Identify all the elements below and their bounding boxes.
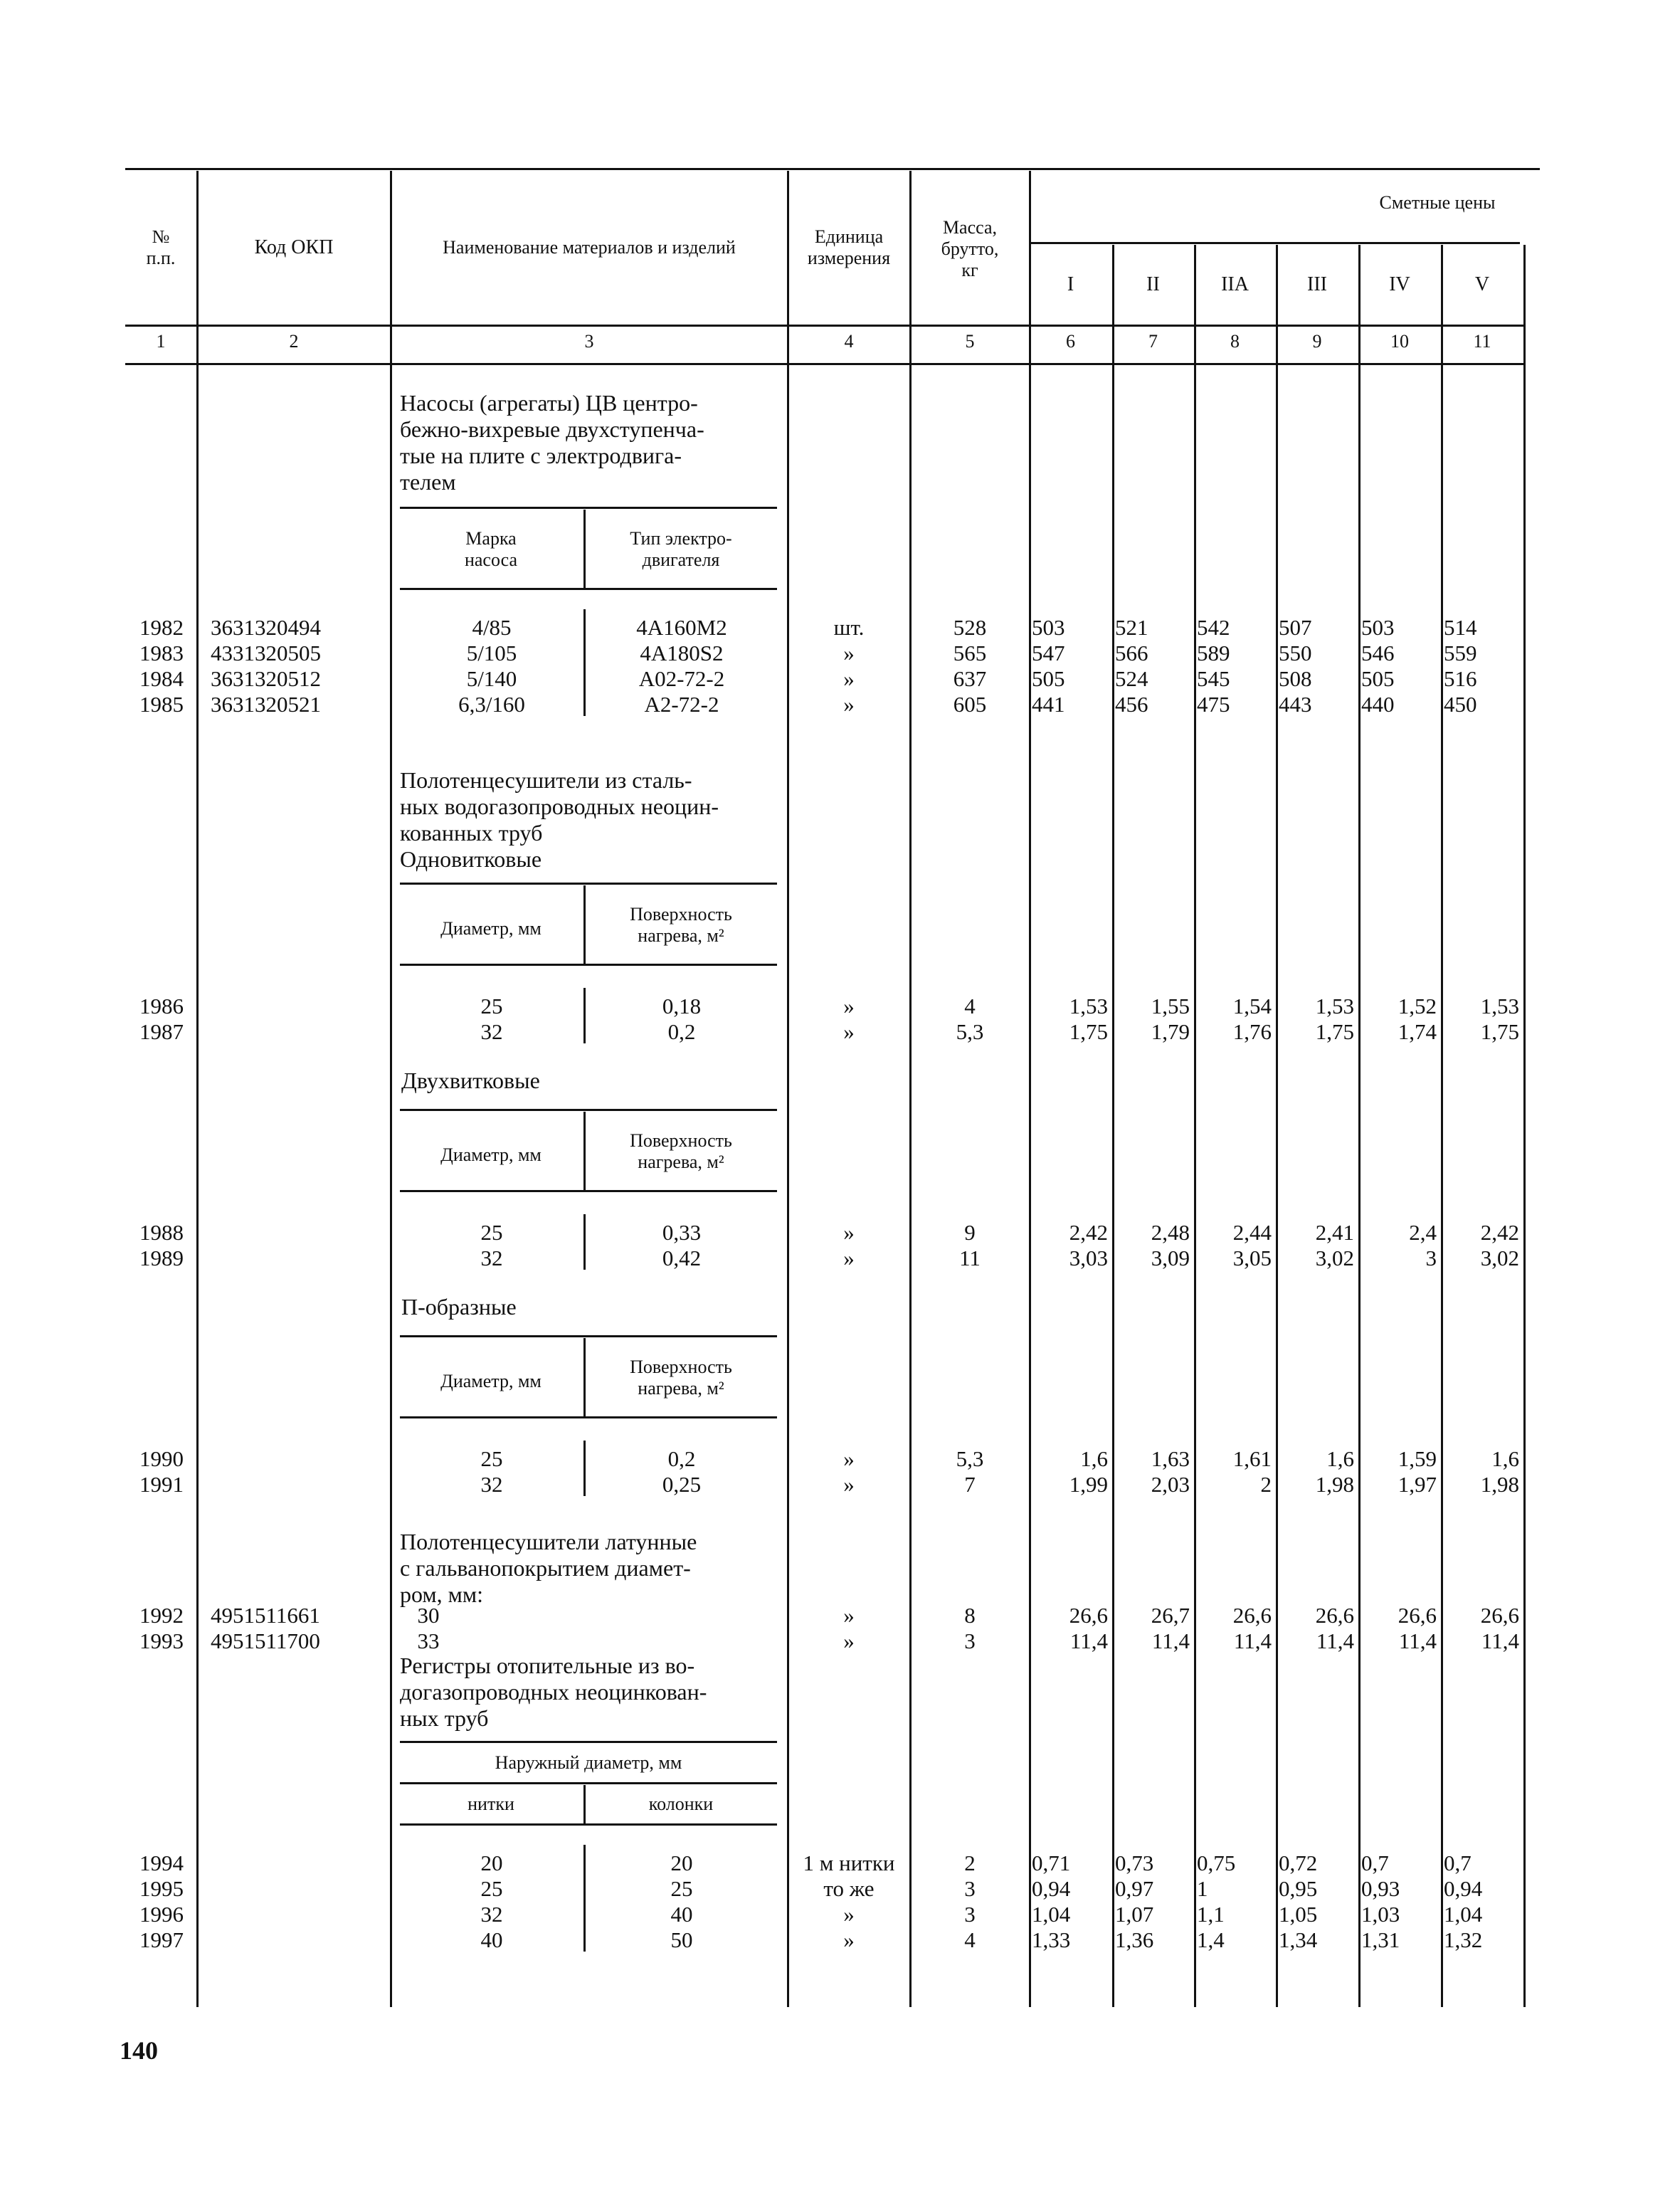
u-title: П-образные [401,1294,517,1320]
row-number: 1992 [139,1603,184,1628]
col-rule [909,171,912,2007]
price-cell: 1,04 [1444,1902,1483,1927]
price-cell: 1,33 [1032,1927,1071,1952]
unit: то же [823,1876,875,1901]
row-number: 1989 [139,1246,184,1270]
sub-a: 32 [480,1902,503,1927]
col-rule [787,171,789,2007]
mass: 7 [964,1472,976,1497]
sub-b: 4А180S2 [640,641,724,665]
row-number: 1994 [139,1850,184,1875]
unit: » [843,1902,855,1927]
zone-header: V [1474,273,1490,295]
price-cell: 1,34 [1279,1927,1318,1952]
sub-rule [583,1845,586,1952]
mass: 528 [953,615,987,640]
section-title-line: с гальванопокрытием диамет- [400,1555,691,1581]
sub-rule [400,1782,777,1784]
unit: » [843,1446,855,1471]
sub-b: 0,18 [662,994,702,1018]
col-rule [390,171,392,2007]
price-cell: 2,4 [1409,1220,1437,1245]
mass: 3 [964,1628,976,1653]
price-cell: 505 [1032,666,1065,691]
u-sub-right: Поверхность нагрева, м² [630,1357,732,1399]
row-number: 1997 [139,1927,184,1952]
price-cell: 516 [1444,666,1477,691]
sub-b: А2-72-2 [644,692,719,717]
col-rule [1276,245,1278,2007]
price-cell: 1,55 [1151,994,1190,1018]
sub-a: 32 [480,1246,503,1270]
section-title-line: ных труб [400,1705,489,1731]
sub-a: 25 [480,994,503,1018]
price-cell: 456 [1115,692,1148,717]
unit: » [843,1019,855,1044]
unit: » [843,692,855,717]
sub-rule [400,883,777,885]
unit: » [843,1927,855,1952]
sub-rule [400,964,777,966]
price-cell: 3,02 [1480,1246,1519,1270]
double-sub-right: Поверхность нагрева, м² [630,1130,732,1172]
row-number: 1985 [139,692,184,717]
mass: 4 [964,994,976,1018]
mass: 4 [964,1927,976,1952]
price-cell: 1,63 [1151,1446,1190,1471]
price-cell: 1,52 [1398,994,1437,1018]
header-bottom-rule [125,325,1526,327]
reg-sub-top: Наружный диаметр, мм [495,1752,682,1773]
pumps-sub-right: Тип электро- двигателя [630,528,732,570]
price-cell: 443 [1279,692,1312,717]
price-cell: 550 [1279,641,1312,665]
price-cell: 26,7 [1151,1603,1190,1628]
sub-a: 32 [480,1472,503,1497]
price-cell: 26,6 [1398,1603,1437,1628]
section-title-line: ных водогазопроводных неоцин- [400,794,719,819]
mass: 5,3 [956,1019,984,1044]
unit: шт. [833,615,865,640]
price-cell: 507 [1279,615,1312,640]
price-cell: 1,98 [1480,1472,1519,1497]
price-cell: 1,1 [1197,1902,1225,1927]
unit: » [843,1603,855,1628]
zone-header: II [1146,273,1160,295]
row-number: 1988 [139,1220,184,1245]
price-cell: 1,31 [1361,1927,1400,1952]
section-title-line: Регистры отопительные из во- [400,1653,695,1678]
sub-rule [400,1335,777,1337]
price-cell: 545 [1197,666,1230,691]
sub-a: 30 [417,1603,440,1628]
price-cell: 1,98 [1315,1472,1354,1497]
price-cell: 1,75 [1315,1019,1354,1044]
section-title-line: Насосы (агрегаты) ЦВ центро- [400,390,698,416]
unit: » [843,1628,855,1653]
okp-code: 4951511700 [211,1628,320,1653]
sub-rule [583,988,586,1043]
sub-a: 25 [480,1876,503,1901]
price-cell: 521 [1115,615,1148,640]
price-cell: 3,09 [1151,1246,1190,1270]
price-cell: 11,4 [1398,1628,1437,1653]
col-rule [1441,245,1443,2007]
column-number: 7 [1148,331,1158,352]
price-cell: 0,72 [1279,1850,1318,1875]
price-cell: 11,4 [1316,1628,1354,1653]
col-rule [1358,245,1361,2007]
price-cell: 559 [1444,641,1477,665]
sub-b: 50 [670,1927,693,1952]
price-cell: 0,95 [1279,1876,1318,1901]
dryers-sub-left: Диаметр, мм [440,918,541,939]
colnum-bottom-rule [125,363,1526,365]
mass: 605 [953,692,987,717]
price-cell: 1,07 [1115,1902,1154,1927]
section-title-line: Полотенцесушители латунные [400,1529,697,1554]
price-cell: 503 [1361,615,1395,640]
price-cell: 2 [1260,1472,1272,1497]
price-cell: 505 [1361,666,1395,691]
unit: 1 м нитки [803,1850,895,1875]
col-rule [1112,245,1114,2007]
price-cell: 3,02 [1315,1246,1354,1270]
dryers-sub-right: Поверхность нагрева, м² [630,904,732,946]
price-cell: 1,59 [1398,1446,1437,1471]
sub-a: 25 [480,1220,503,1245]
price-cell: 440 [1361,692,1395,717]
unit: » [843,1472,855,1497]
price-cell: 1,61 [1232,1446,1272,1471]
sub-b: 0,42 [662,1246,702,1270]
price-cell: 1,05 [1279,1902,1318,1927]
zone-header: I [1067,273,1074,295]
sub-a: 40 [480,1927,503,1952]
price-cell: 0,7 [1444,1850,1472,1875]
reg-sub-right: колонки [648,1794,714,1814]
mass: 5,3 [956,1446,984,1471]
unit: » [843,1246,855,1270]
price-cell: 1,53 [1480,994,1519,1018]
sub-rule [583,1441,586,1496]
row-number: 1987 [139,1019,184,1044]
zone-header: III [1307,273,1327,295]
zone-header: IV [1389,273,1410,295]
okp-code: 3631320494 [211,615,321,640]
col-rule [1029,171,1031,2007]
price-cell: 3,03 [1069,1246,1108,1270]
row-number: 1996 [139,1902,184,1927]
price-cell: 503 [1032,615,1065,640]
row-number: 1986 [139,994,184,1018]
row-number: 1991 [139,1472,184,1497]
price-cell: 0,94 [1032,1876,1071,1901]
mass: 637 [953,666,987,691]
price-cell: 1,75 [1069,1019,1108,1044]
header-name: Наименование материалов и изделий [443,237,736,258]
mass: 11 [959,1246,981,1270]
price-cell: 475 [1197,692,1230,717]
price-cell: 0,75 [1197,1850,1236,1875]
price-cell: 26,6 [1232,1603,1272,1628]
double-sub-left: Диаметр, мм [440,1144,541,1165]
price-cell: 3 [1425,1246,1437,1270]
column-number: 4 [844,331,854,352]
price-cell: 441 [1032,692,1065,717]
column-number: 8 [1230,331,1240,352]
section-title-line: ром, мм: [400,1581,484,1607]
section-title-line: догазопроводных неоцинкован- [400,1679,707,1705]
price-cell: 3,05 [1232,1246,1272,1270]
sub-rule [400,1416,777,1418]
sub-rule [583,609,586,716]
okp-code: 4331320505 [211,641,321,665]
page-number: 140 [120,2036,158,2065]
prices-rule [1029,242,1520,244]
price-cell: 2,42 [1069,1220,1108,1245]
price-cell: 2,03 [1151,1472,1190,1497]
sub-b: 0,2 [667,1446,696,1471]
column-number: 2 [289,331,299,352]
reg-sub-left: нитки [467,1794,514,1814]
price-cell: 1 [1197,1876,1208,1901]
column-number: 6 [1066,331,1075,352]
price-cell: 26,6 [1069,1603,1108,1628]
section-title-line: Одновитковые [400,846,542,872]
unit: » [843,1220,855,1245]
unit: » [843,666,855,691]
price-cell: 2,42 [1480,1220,1519,1245]
header-unit: Единица измерения [807,226,891,268]
price-cell: 1,54 [1232,994,1272,1018]
sub-rule [400,1190,777,1192]
sub-a: 6,3/160 [458,692,525,717]
sub-a: 5/105 [466,641,517,665]
col-rule [196,171,199,2007]
sub-b: 20 [670,1850,693,1875]
sub-rule [583,1214,586,1270]
price-cell: 11,4 [1151,1628,1190,1653]
price-cell: 524 [1115,666,1148,691]
price-cell: 1,32 [1444,1927,1483,1952]
sub-a: 25 [480,1446,503,1471]
okp-code: 3631320521 [211,692,321,717]
header-code: Код ОКП [254,236,334,258]
price-cell: 0,73 [1115,1850,1154,1875]
price-cell: 589 [1197,641,1230,665]
sub-rule [400,1823,777,1826]
sub-a: 20 [480,1850,503,1875]
row-number: 1983 [139,641,184,665]
price-cell: 1,03 [1361,1902,1400,1927]
sub-b: 25 [670,1876,693,1901]
section-title-line: Полотенцесушители из сталь- [400,767,692,793]
row-number: 1982 [139,615,184,640]
price-cell: 566 [1115,641,1148,665]
u-sub-left: Диаметр, мм [440,1371,541,1391]
price-cell: 2,41 [1315,1220,1354,1245]
price-cell: 11,4 [1481,1628,1519,1653]
section-title-line: тые на плите с электродвига- [400,443,682,468]
price-cell: 547 [1032,641,1065,665]
row-number: 1984 [139,666,184,691]
price-cell: 1,53 [1315,994,1354,1018]
price-cell: 2,48 [1151,1220,1190,1245]
mass: 9 [964,1220,976,1245]
price-cell: 514 [1444,615,1477,640]
price-cell: 1,6 [1326,1446,1354,1471]
zone-header: IIA [1221,273,1249,295]
price-cell: 1,74 [1398,1019,1437,1044]
row-number: 1995 [139,1876,184,1901]
sub-a: 33 [417,1628,440,1653]
column-number: 9 [1312,331,1322,352]
column-number: 3 [584,331,594,352]
sub-b: А02-72-2 [638,666,725,691]
price-cell: 1,79 [1151,1019,1190,1044]
price-cell: 11,4 [1233,1628,1272,1653]
pumps-sub-left: Марка насоса [464,528,518,570]
price-cell: 450 [1444,692,1477,717]
sub-a: 32 [480,1019,503,1044]
price-cell: 2,44 [1232,1220,1272,1245]
price-cell: 1,75 [1480,1019,1519,1044]
price-cell: 0,93 [1361,1876,1400,1901]
price-cell: 1,97 [1398,1472,1437,1497]
sub-rule [400,588,777,590]
mass: 8 [964,1603,976,1628]
okp-code: 3631320512 [211,666,321,691]
sub-rule [400,1109,777,1111]
price-cell: 546 [1361,641,1395,665]
price-cell: 0,97 [1115,1876,1154,1901]
header-no: № п.п. [146,226,176,268]
sub-rule [400,507,777,509]
sub-b: 4А160М2 [636,615,727,640]
price-cell: 11,4 [1069,1628,1108,1653]
double-title: Двухвитковые [401,1068,540,1093]
price-cell: 508 [1279,666,1312,691]
section-title-line: телем [400,469,456,495]
mass: 3 [964,1876,976,1901]
sub-b: 40 [670,1902,693,1927]
price-cell: 1,99 [1069,1472,1108,1497]
mass: 2 [964,1850,976,1875]
col-rule [1194,245,1196,2007]
column-number: 10 [1390,331,1409,352]
okp-code: 4951511661 [211,1603,320,1628]
price-cell: 26,6 [1315,1603,1354,1628]
price-cell: 1,76 [1232,1019,1272,1044]
sub-a: 5/140 [466,666,517,691]
section-title-line: кованных труб [400,820,543,846]
mass: 565 [953,641,987,665]
price-cell: 1,6 [1491,1446,1519,1471]
price-cell: 0,7 [1361,1850,1389,1875]
header-prices: Сметные цены [1379,192,1496,213]
row-number: 1990 [139,1446,184,1471]
price-cell: 26,6 [1480,1603,1519,1628]
column-number: 1 [156,331,166,352]
col-rule [1523,245,1526,2007]
price-cell: 1,53 [1069,994,1108,1018]
sub-rule [400,1741,777,1743]
price-cell: 1,36 [1115,1927,1154,1952]
price-cell: 0,71 [1032,1850,1071,1875]
sub-b: 0,25 [662,1472,702,1497]
mass: 3 [964,1902,976,1927]
price-cell: 542 [1197,615,1230,640]
price-cell: 1,4 [1197,1927,1225,1952]
price-cell: 1,04 [1032,1902,1071,1927]
price-cell: 1,6 [1080,1446,1108,1471]
price-cell: 0,94 [1444,1876,1483,1901]
top-rule [125,168,1540,170]
header-mass: Масса, брутто, кг [941,217,999,280]
unit: » [843,641,855,665]
column-number: 11 [1473,331,1491,352]
sub-b: 0,2 [667,1019,696,1044]
sub-a: 4/85 [472,615,512,640]
unit: » [843,994,855,1018]
sub-b: 0,33 [662,1220,702,1245]
section-title-line: бежно-вихревые двухступенча- [400,416,704,442]
row-number: 1993 [139,1628,184,1653]
column-number: 5 [965,331,975,352]
